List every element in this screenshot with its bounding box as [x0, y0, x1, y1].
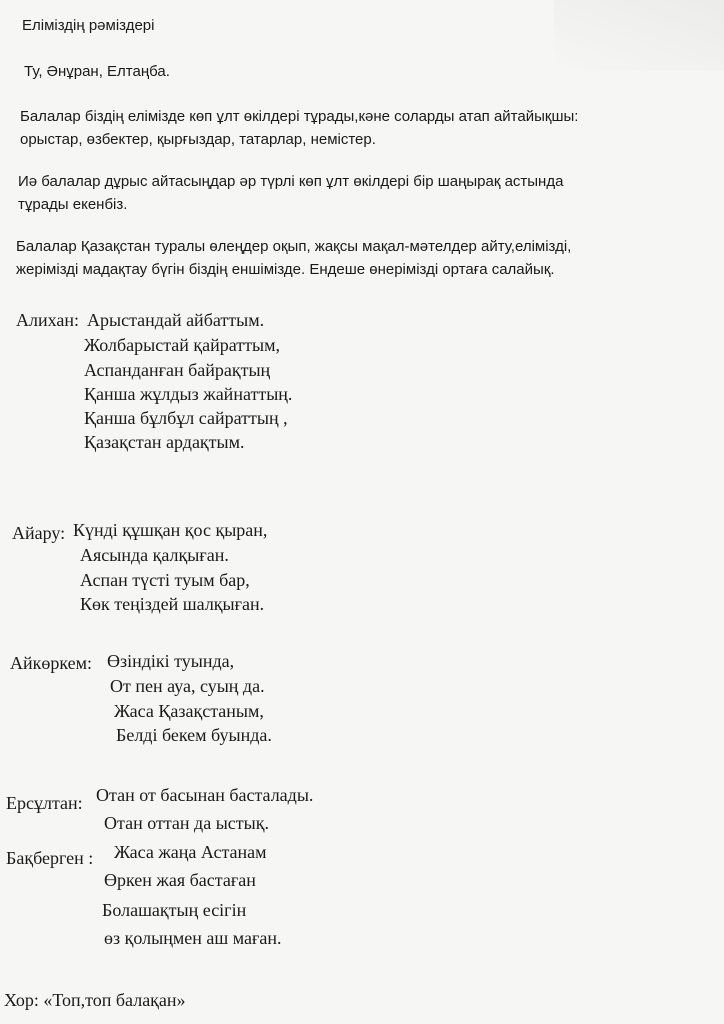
verse-line: Күнді құшқан қос қыран,	[73, 520, 268, 540]
document-heading: Еліміздің рәміздері	[22, 17, 155, 34]
verse-line: Қанша жұлдыз жайнаттың.	[84, 384, 293, 404]
paragraph-3-line-2: жерімізді мадақтау бүгін біздің еншімізде. Ендеше өнерімізді ортаға салайық.	[16, 261, 555, 278]
paragraph-2-line-1: Иә балалар дұрыс айтасыңдар әр түрлі көп ұлт өкілдері бір шаңырақ астында	[18, 173, 564, 190]
verse-line: Өркен жая бастаған	[104, 870, 256, 890]
verse-line: Аясында қалқыған.	[80, 545, 229, 565]
verse-line: От пен ауа, суың да.	[110, 676, 265, 696]
symbols-line: Ту, Әнұран, Елтаңба.	[24, 63, 170, 80]
verse-line: Жаса жаңа Астанам	[114, 842, 267, 862]
paragraph-1-line-1: Балалар біздің елімізде көп ұлт өкілдері тұрады,кәне соларды атап айтайықшы:	[20, 108, 579, 125]
scan-shadow	[554, 0, 724, 70]
verse-line: Қазақстан ардақтым.	[84, 432, 245, 452]
verse-line: Отан оттан да ыстық.	[104, 813, 269, 833]
verse-line: Қанша бұлбұл сайраттың ,	[84, 408, 288, 428]
choir-line: Хор: «Топ,топ балақан»	[4, 990, 186, 1010]
verse-line: өз қолыңмен аш маған.	[104, 928, 282, 948]
verse-speaker: Бақберген :	[6, 848, 94, 868]
verse-line: Жаса Қазақстаным,	[114, 701, 264, 721]
verse-speaker: Ерсұлтан:	[6, 793, 83, 813]
verse-speaker: Айару:	[12, 523, 66, 543]
verse-line: Болашақтың есігін	[102, 900, 247, 920]
verse-line: Көк теңіздей шалқыған.	[80, 594, 265, 614]
verse-line: Аспан түсті туым бар,	[80, 570, 250, 590]
verse-line: Отан от басынан басталады.	[96, 785, 314, 805]
paragraph-3-line-1: Балалар Қазақстан туралы өлеңдер оқып, жақсы мақал-мәтелдер айту,елімізді,	[16, 238, 572, 255]
verse-speaker: Айкөркем:	[10, 653, 93, 673]
verse-speaker: Алихан:	[16, 310, 79, 330]
paragraph-2-line-2: тұрады екенбіз.	[18, 196, 128, 213]
verse-line: Өзіндікі туында,	[107, 651, 235, 671]
paragraph-1-line-2: орыстар, өзбектер, қырғыздар, татарлар, немістер.	[20, 131, 376, 148]
verse-line: Арыстандай айбаттым.	[87, 310, 265, 330]
verse-line: Жолбарыстай қайраттым,	[84, 335, 281, 355]
verse-line: Белді бекем буында.	[116, 725, 272, 745]
verse-line: Аспанданған байрақтың	[84, 360, 271, 380]
